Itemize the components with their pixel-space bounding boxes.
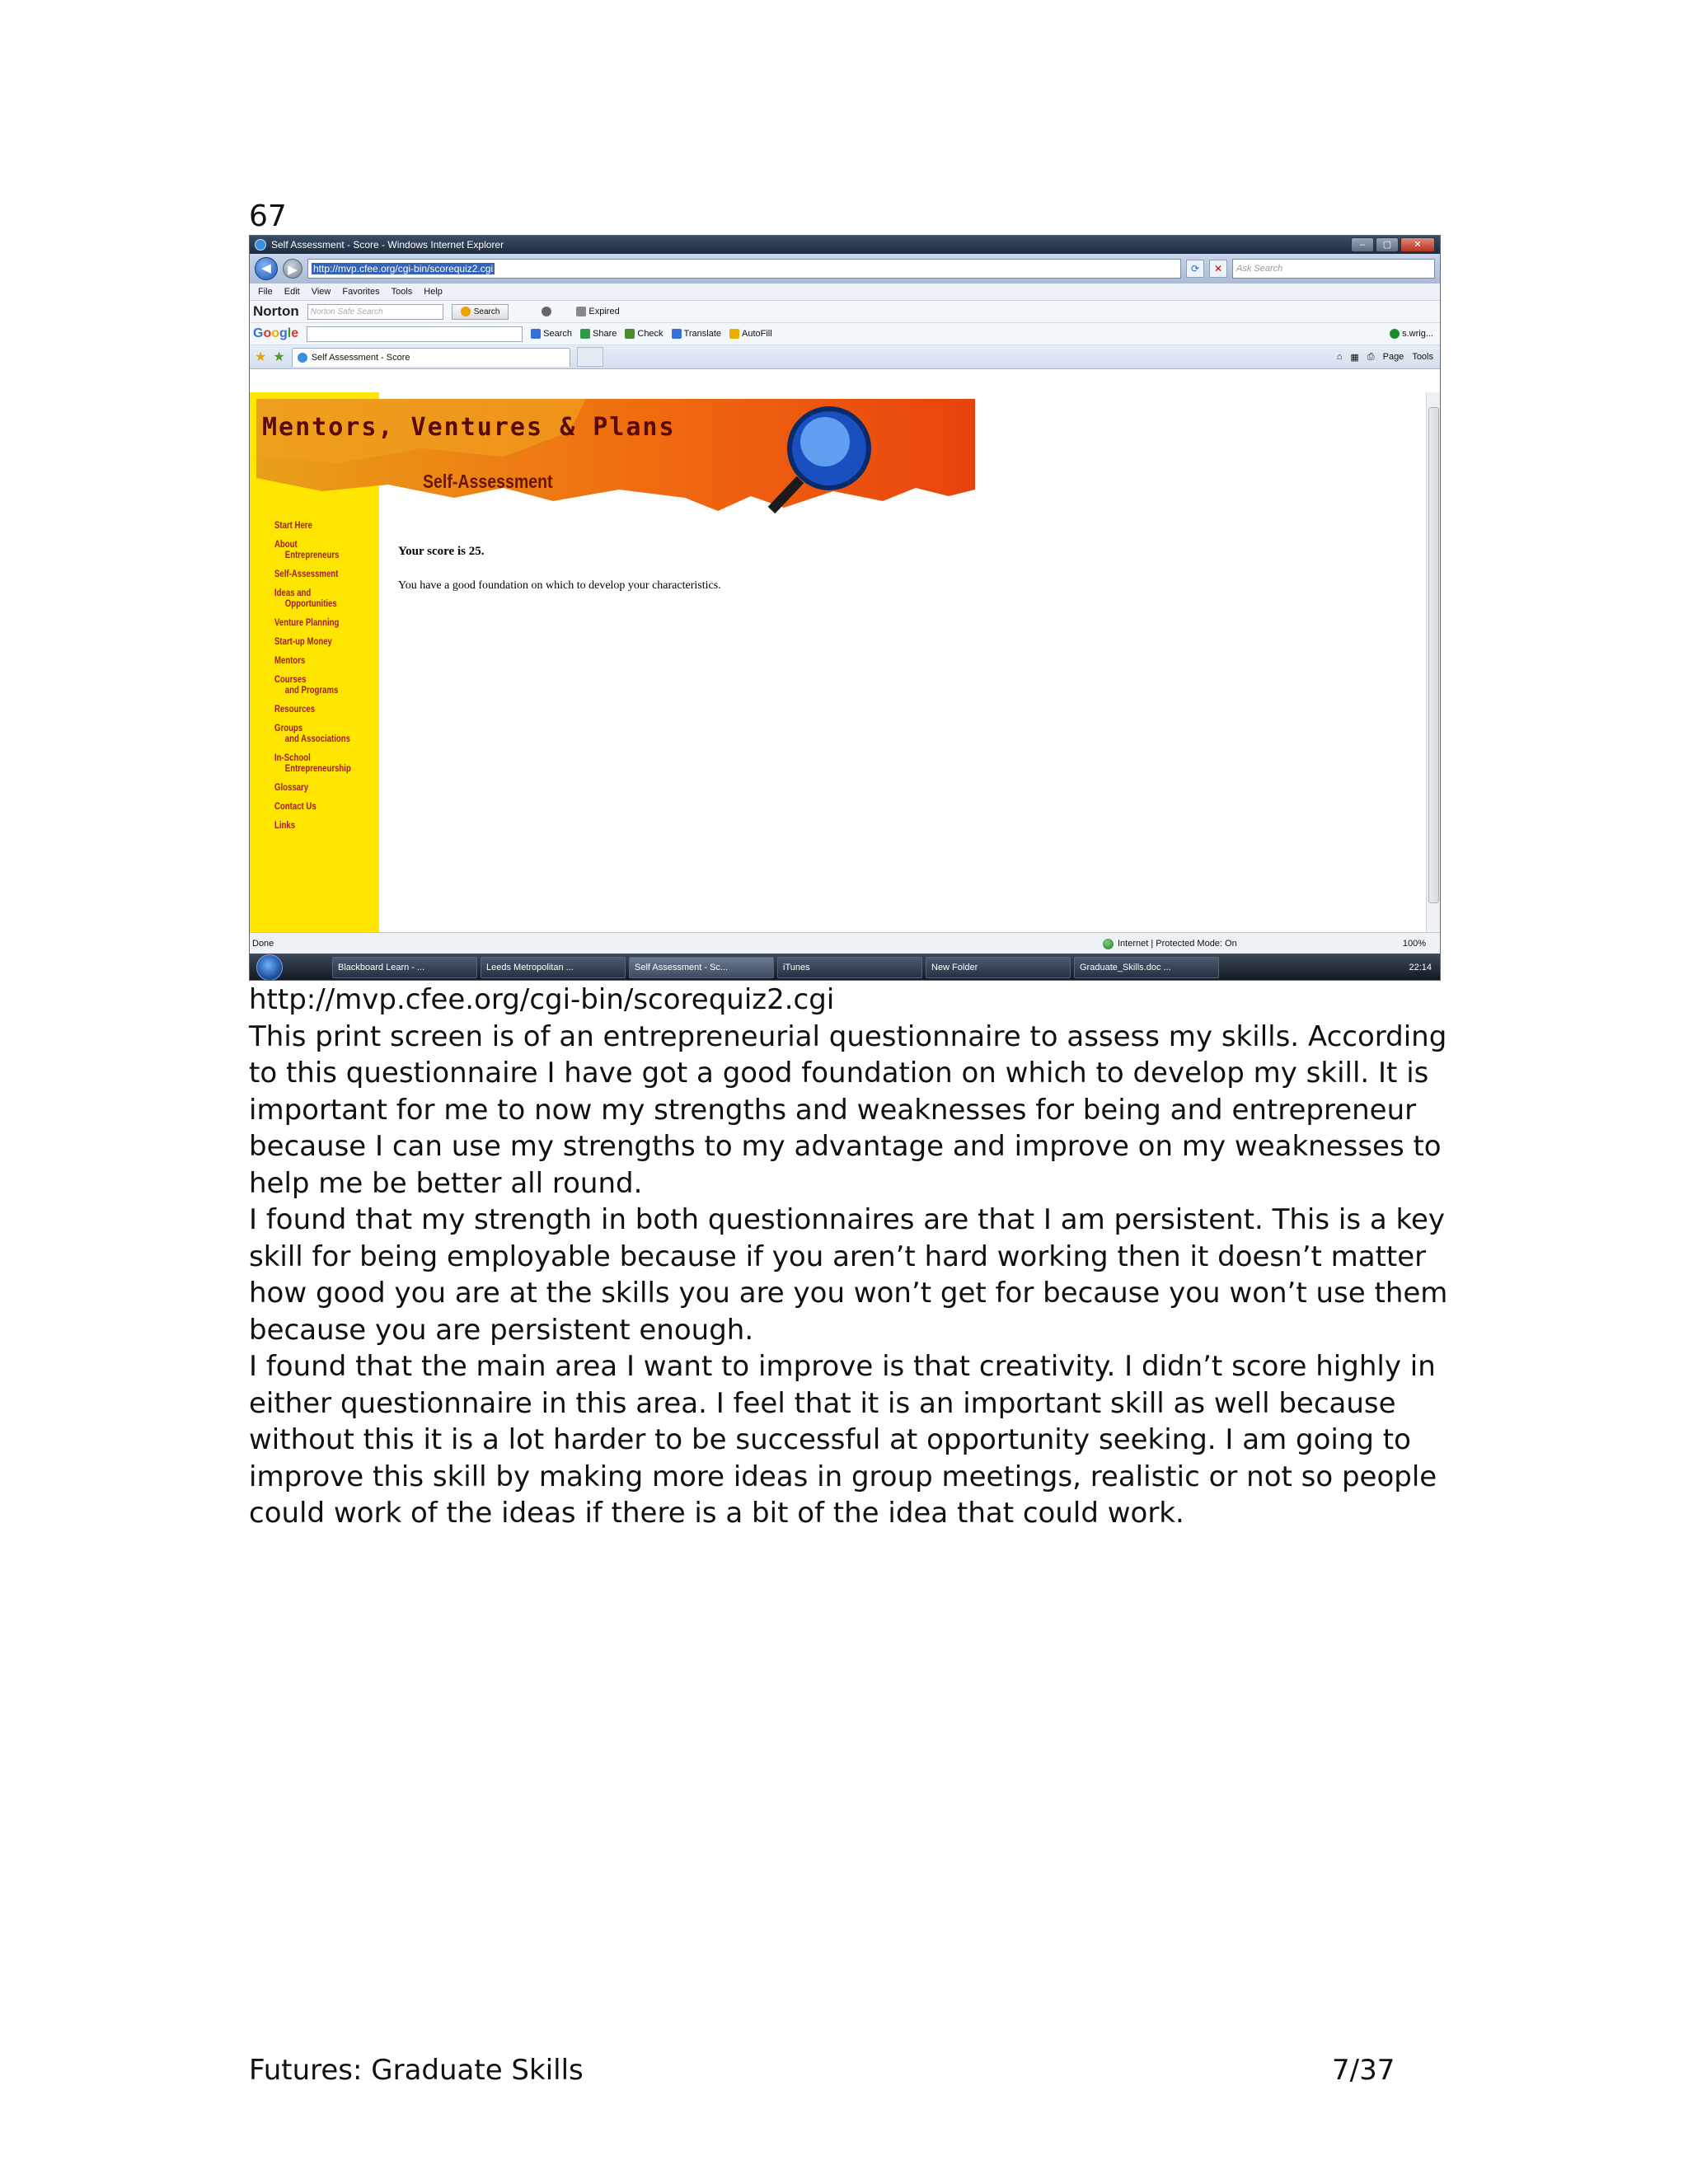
print-icon[interactable]: ⎙ xyxy=(1367,351,1375,362)
spellcheck-icon xyxy=(625,329,635,339)
taskbar-item[interactable]: Leeds Metropolitan ... xyxy=(481,957,626,978)
taskbar-item[interactable]: Graduate_Skills.doc ... xyxy=(1074,957,1219,978)
taskbar-item[interactable]: iTunes xyxy=(777,957,922,978)
status-text: Done xyxy=(252,939,274,949)
menu-favorites[interactable]: Favorites xyxy=(342,287,380,297)
search-input[interactable] xyxy=(1232,259,1435,279)
paragraph: I found that the main area I want to improve is that creativity. I didn’t score highly in either questionnaire in this area. I feel that it is an important skill as well because without this it is a lot harder to be successful at opportunity seeking. I am going to improve this skill by making more ideas in group meetings, realistic or not so people could work of the ideas if there is a bit of the idea that could work. xyxy=(249,1350,1437,1530)
page-icon xyxy=(298,353,307,363)
google-search-button[interactable] xyxy=(531,329,572,339)
share-icon xyxy=(580,329,590,339)
paragraph: This print screen is of an entrepreneurial questionnaire to assess my skills. According to this questionnaire I have got a good foundation on which to develop my skill. It is important for me to now my strengths and weaknesses for being and entrepreneur because I can use my strengths to my advantage and improve on my weaknesses to help me be better all round. xyxy=(249,1019,1447,1200)
site-nav-item[interactable]: About Entrepreneurs xyxy=(274,538,340,560)
status-bar xyxy=(250,932,1441,954)
web-page xyxy=(250,392,1428,932)
taskbar-item[interactable]: Self Assessment - Sc... xyxy=(629,957,774,978)
ie-logo-icon xyxy=(255,239,266,251)
site-nav-item[interactable]: Links xyxy=(274,819,296,831)
forward-button[interactable]: ▶ xyxy=(283,259,302,279)
google-share-button[interactable] xyxy=(580,329,617,339)
site-nav-item[interactable]: Courses and Programs xyxy=(274,673,339,696)
tab-title: Self Assessment - Score xyxy=(311,352,410,363)
banner-subtitle: Self-Assessment xyxy=(423,471,553,492)
help-icon xyxy=(542,307,551,316)
back-button[interactable]: ◀ xyxy=(255,257,278,280)
tab-row xyxy=(250,345,1440,369)
google-toolbar xyxy=(250,323,1440,345)
menu-view[interactable]: View xyxy=(311,287,331,297)
menu-edit[interactable]: Edit xyxy=(284,287,300,297)
start-button[interactable] xyxy=(256,954,283,981)
home-icon[interactable]: ⌂ xyxy=(1336,352,1343,362)
google-search-input[interactable] xyxy=(307,326,523,342)
score-text: Your score is 25. xyxy=(398,545,485,558)
banner-title: Mentors, Ventures & Plans xyxy=(262,413,676,442)
globe-icon xyxy=(1103,939,1114,949)
norton-search-input[interactable] xyxy=(307,304,443,320)
window-title: Self Assessment - Score - Windows Internet Explorer xyxy=(271,239,504,251)
feeds-icon[interactable]: ▦ xyxy=(1350,352,1359,363)
google-translate-button[interactable] xyxy=(672,329,721,339)
menu-help[interactable]: Help xyxy=(424,287,443,297)
zoom-level[interactable]: 100% xyxy=(1402,939,1426,949)
site-nav-item[interactable]: Groups and Associations xyxy=(274,722,350,744)
site-nav-item[interactable]: Self-Assessment xyxy=(274,568,339,579)
new-tab-button[interactable] xyxy=(577,347,603,367)
refresh-button[interactable]: ⟳ xyxy=(1186,260,1204,278)
page-menu[interactable]: Page xyxy=(1382,352,1404,362)
google-check-label: Check xyxy=(637,329,663,339)
status-dot-icon xyxy=(1390,329,1400,339)
norton-logo: Norton xyxy=(253,303,299,319)
google-translate-label: Translate xyxy=(683,329,722,339)
lock-icon xyxy=(576,307,586,316)
document-body xyxy=(249,982,1452,1532)
site-nav-item[interactable]: Glossary xyxy=(274,781,309,793)
minimize-button[interactable]: – xyxy=(1351,237,1374,252)
add-favorites-icon[interactable]: ★ xyxy=(273,350,285,364)
site-nav-item[interactable]: Venture Planning xyxy=(274,616,340,628)
google-account[interactable] xyxy=(1390,329,1433,339)
scroll-thumb[interactable] xyxy=(1428,407,1439,903)
maximize-button[interactable]: ▢ xyxy=(1376,237,1399,252)
norton-search-placeholder: Norton Safe Search xyxy=(310,307,383,316)
paragraph: I found that my strength in both questionnaires are that I am persistent. This is a key skill for being employable because if you aren’t hard working then it doesn’t matter how good you are at the skills you are you won’t get for because you won’t use them because you are persistent enough. xyxy=(249,1203,1448,1347)
page-number: 67 xyxy=(249,199,287,233)
google-account-label: s.wrig... xyxy=(1402,329,1433,339)
foundation-text: You have a good foundation on which to develop your characteristics. xyxy=(398,579,721,592)
close-button[interactable]: ✕ xyxy=(1400,237,1435,252)
google-logo: Google xyxy=(253,326,299,340)
stop-button[interactable]: ✕ xyxy=(1209,260,1227,278)
norton-search-label: Search xyxy=(473,307,500,316)
norton-toolbar xyxy=(250,301,1440,323)
site-nav-item[interactable]: Start Here xyxy=(274,519,312,531)
favorites-star-icon[interactable]: ★ xyxy=(255,350,267,364)
footer-title: Futures: Graduate Skills xyxy=(249,2054,584,2087)
menu-file[interactable]: File xyxy=(258,287,273,297)
url-line: http://mvp.cfee.org/cgi-bin/scorequiz2.cgi xyxy=(249,983,835,1016)
site-nav-item[interactable]: Start-up Money xyxy=(274,635,332,647)
expired-label: Expired xyxy=(588,307,620,316)
menu-bar xyxy=(250,284,1440,301)
security-zone xyxy=(1103,939,1237,949)
menu-tools[interactable]: Tools xyxy=(391,287,413,297)
footer-page-count: 7/37 xyxy=(1332,2054,1395,2087)
address-url: http://mvp.cfee.org/cgi-bin/scorequiz2.cgi xyxy=(313,263,494,274)
taskbar xyxy=(250,954,1440,981)
expired-button[interactable] xyxy=(576,307,619,316)
google-check-button[interactable] xyxy=(625,329,663,339)
site-nav xyxy=(274,520,377,839)
browser-screenshot xyxy=(249,235,1441,981)
search-icon xyxy=(461,307,471,316)
google-share-label: Share xyxy=(593,329,617,339)
pencil-icon xyxy=(729,329,739,339)
search-icon xyxy=(531,329,541,339)
tab-self-assessment[interactable] xyxy=(292,348,570,367)
norton-search-button[interactable] xyxy=(452,304,509,320)
taskbar-item[interactable]: New Folder xyxy=(926,957,1071,978)
vertical-scrollbar[interactable] xyxy=(1426,392,1440,932)
clock[interactable]: 22:14 xyxy=(1409,963,1432,972)
site-nav-item[interactable]: Contact Us xyxy=(274,800,316,812)
site-nav-item[interactable]: Mentors xyxy=(274,654,306,666)
site-nav-item[interactable]: Resources xyxy=(274,703,316,715)
site-nav-item[interactable]: In-School Entrepreneurship xyxy=(274,752,351,774)
google-autofill-button[interactable] xyxy=(729,329,772,339)
site-nav-item[interactable]: Ideas and Opportunities xyxy=(274,587,337,609)
security-zone-label: Internet | Protected Mode: On xyxy=(1118,939,1237,949)
window-titlebar xyxy=(250,236,1440,254)
google-autofill-label: AutoFill xyxy=(742,329,772,339)
address-bar[interactable] xyxy=(307,259,1181,279)
taskbar-item[interactable]: Blackboard Learn - ... xyxy=(332,957,477,978)
address-row xyxy=(250,254,1440,284)
translate-icon xyxy=(672,329,682,339)
tools-menu[interactable]: Tools xyxy=(1412,352,1433,362)
google-search-label: Search xyxy=(543,329,573,339)
search-placeholder: Ask Search xyxy=(1236,264,1283,274)
help-button[interactable] xyxy=(542,307,551,316)
